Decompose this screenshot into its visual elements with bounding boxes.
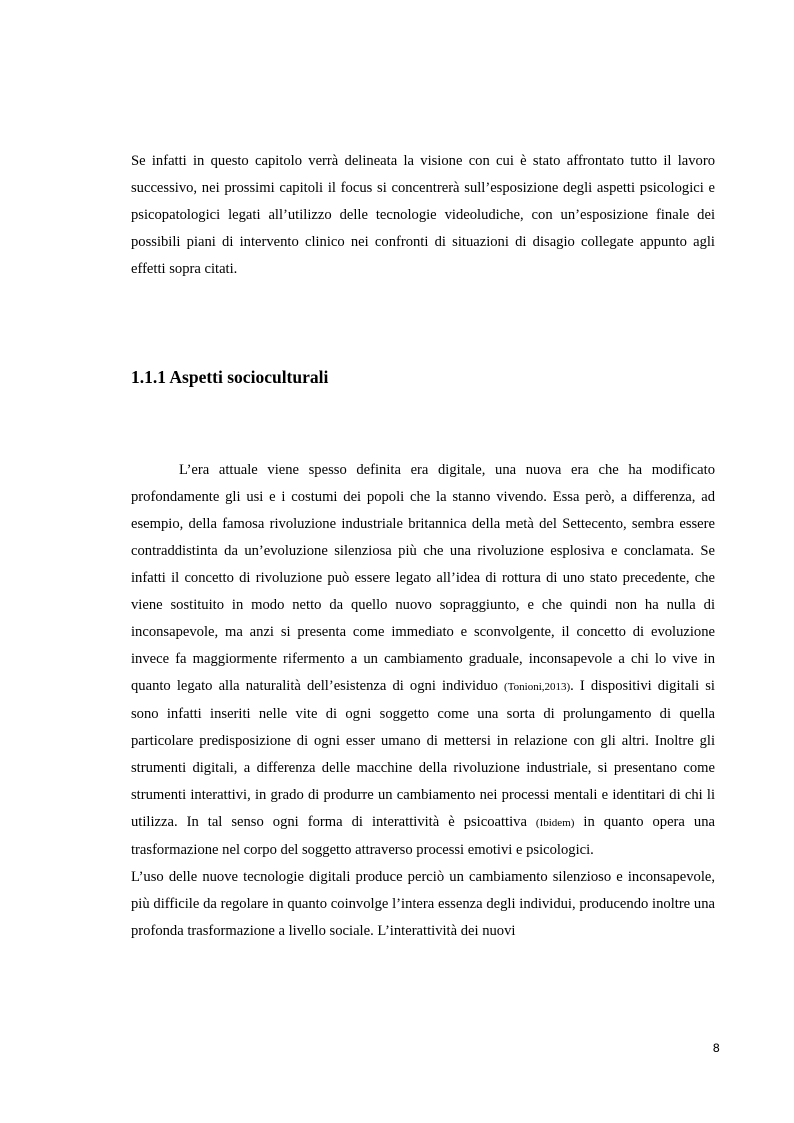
section-heading: 1.1.1 Aspetti socioculturali — [131, 367, 329, 387]
spacer — [131, 283, 715, 365]
paragraph-text: L’era attuale viene spesso definita era digitale, una nuova era che ha modificato profondamente gli usi e i costumi dei popoli che la stanno vivendo. Essa però, a differenza, ad esempio, della famosa rivoluzione industriale britannica della metà del Settecento, sembra essere contraddistinta da un’evoluzione silenziosa più che una rivoluzione esplosiva e conclamata. Se infatti il concetto di rivoluzione può essere legato all’idea di rottura di uno stato precedente, che viene sostituito in modo netto da quello nuovo sopraggiunto, e che quindi non ha nulla di inconsapevole, ma anzi si presenta come immediato e sconvolgente, il concetto di evoluzione invece fa maggiormente rifermento a un cambiamento graduale, inconsapevole a chi lo vive in quanto legato alla naturalità dell’esistenza di ogni individuo — [131, 462, 715, 694]
citation: (Tonioni,2013) — [504, 681, 571, 693]
citation: (Ibidem) — [535, 817, 575, 829]
paragraph-text: in quanto opera una trasformazione nel corpo del soggetto attraverso processi emotivi e psicologici. — [131, 814, 715, 858]
section-paragraph-1 — [131, 457, 715, 864]
section-paragraph-2: L’uso delle nuove tecnologie digitali produce perciò un cambiamento silenzioso e inconsapevole, più difficile da regolare in quanto coinvolge l’intera essenza degli individui, producendo inoltre una profonda trasformazione a livello sociale. L’interattività dei nuovi — [131, 869, 715, 939]
document-body — [131, 148, 715, 945]
page-number: 8 — [712, 1041, 720, 1055]
spacer — [131, 389, 715, 457]
paragraph-text: . I dispositivi digitali si sono infatti inseriti nelle vite di ogni soggetto come una sorta di prolungamento di quella particolare predisposizione di ogni esser umano di mettersi in relazione con gli altri. Inoltre gli strumenti digitali, a differenza delle macchine della rivoluzione industriale, si presentano come strumenti interattivi, in grado di produrre un cambiamento nei processi mentali e identitari di chi li utilizza. In tal senso ogni forma di interattività è psicoattiva — [131, 678, 715, 830]
intro-paragraph: Se infatti in questo capitolo verrà delineata la visione con cui è stato affrontato tutto il lavoro successivo, nei prossimi capitoli il focus si concentrerà sull’esposizione degli aspetti psicologici e psicopatologici legati all’utilizzo delle tecnologie videoludiche, con un’esposizione finale dei possibili piani di intervento clinico nei confronti di situazioni di disagio collegate appunto agli effetti sopra citati. — [131, 153, 715, 277]
